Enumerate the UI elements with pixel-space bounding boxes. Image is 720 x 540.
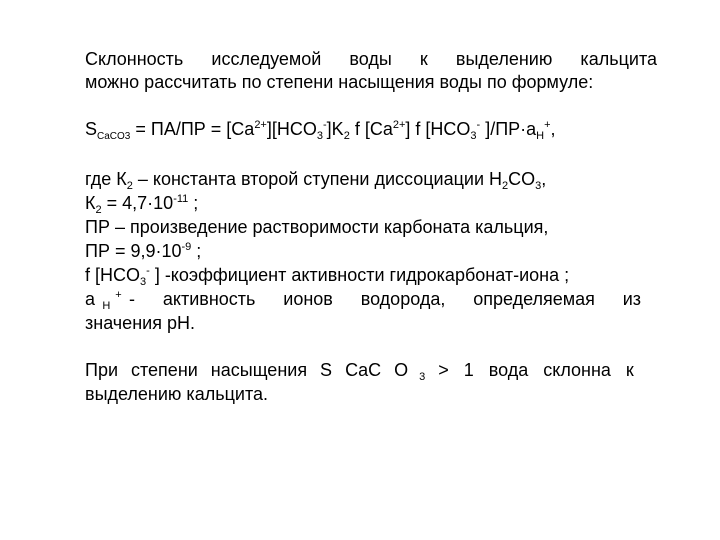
conclusion-part: выделению кальцита.	[85, 384, 269, 404]
definition-superscript: -	[146, 265, 150, 277]
intro-text-2: можно рассчитать по степени насыщения воды по формуле:	[85, 72, 594, 92]
formula-subscript: 3	[470, 130, 477, 142]
definition-part: К	[85, 193, 96, 213]
formula-superscript: 2+	[392, 119, 406, 131]
intro-line-1	[85, 48, 657, 70]
definition-subscript: 3	[535, 180, 542, 192]
conclusion-line-1	[85, 359, 671, 381]
definition-subscript: 2	[95, 204, 102, 216]
hydrogen-activity-definition	[85, 288, 645, 310]
formula-part: ]/ПР·a	[480, 119, 537, 139]
formula-superscript: -	[323, 119, 327, 131]
definition-part: – константа второй ступени диссоциации H	[132, 169, 503, 189]
definition-subscript: 2	[126, 180, 133, 192]
formula-part: S	[85, 119, 98, 139]
definition-part: где К	[85, 169, 127, 189]
definition-part: ;	[188, 193, 199, 213]
definition-part: а	[85, 289, 96, 309]
intro-line-2	[85, 71, 593, 93]
formula-superscript: -	[476, 119, 481, 131]
formula-subscript: H	[536, 130, 545, 142]
formula-subscript: 3	[316, 130, 323, 142]
activity-index	[100, 288, 124, 310]
formula-subscript: CaCO3	[97, 131, 131, 142]
k2-definition	[85, 168, 546, 190]
definition-superscript: -9	[181, 241, 192, 253]
conclusion-part: При степени насыщения S CaC O	[85, 360, 409, 380]
definition-part: значения pH.	[85, 313, 195, 333]
pr-definition	[85, 216, 548, 238]
definition-part: ПР – произведение растворимости карбоната кальция,	[85, 217, 549, 237]
hydrogen-activity-definition-cont	[85, 312, 195, 334]
definition-part: ПР = 9,9·10	[85, 241, 182, 261]
pr-value	[85, 240, 201, 262]
definition-part: - активность ионов водорода, определяемая из	[129, 289, 642, 309]
formula-part: ]K	[326, 119, 344, 139]
definition-part: f [HCO	[85, 265, 141, 285]
formula-part: f [Ca	[349, 119, 393, 139]
intro-text-1: Склонность исследуемой воды к выделению кальцита	[85, 49, 657, 69]
conclusion-line-2	[85, 383, 268, 405]
formula-part: ,	[550, 119, 556, 139]
formula-part: = ПА/ПР = [Ca	[130, 119, 255, 139]
definition-subscript: 2	[502, 180, 509, 192]
formula-subscript: 2	[343, 130, 350, 142]
formula-part: ] f [HCO	[405, 119, 471, 139]
definition-part: CO	[508, 169, 536, 189]
formula-superscript: 2+	[254, 119, 267, 131]
definition-subscript: 3	[140, 276, 147, 288]
definition-part: ;	[191, 241, 202, 261]
k2-value	[85, 192, 198, 214]
formula-superscript: +	[544, 119, 551, 131]
saturation-formula	[85, 118, 556, 140]
definition-part: = 4,7·10	[101, 193, 174, 213]
definition-part: ] -коэффициент активности гидрокарбонат-иона ;	[149, 265, 570, 285]
conclusion-part: > 1 вода склонна к	[438, 360, 634, 380]
conclusion-subscript: 3	[419, 371, 426, 383]
definition-subscript: Н	[102, 300, 111, 312]
definition-superscript: +	[115, 289, 122, 301]
definition-superscript: -11	[173, 193, 189, 205]
definition-part: ,	[541, 169, 547, 189]
activity-coefficient-definition	[85, 264, 569, 286]
formula-part: ][HCO	[266, 119, 317, 139]
